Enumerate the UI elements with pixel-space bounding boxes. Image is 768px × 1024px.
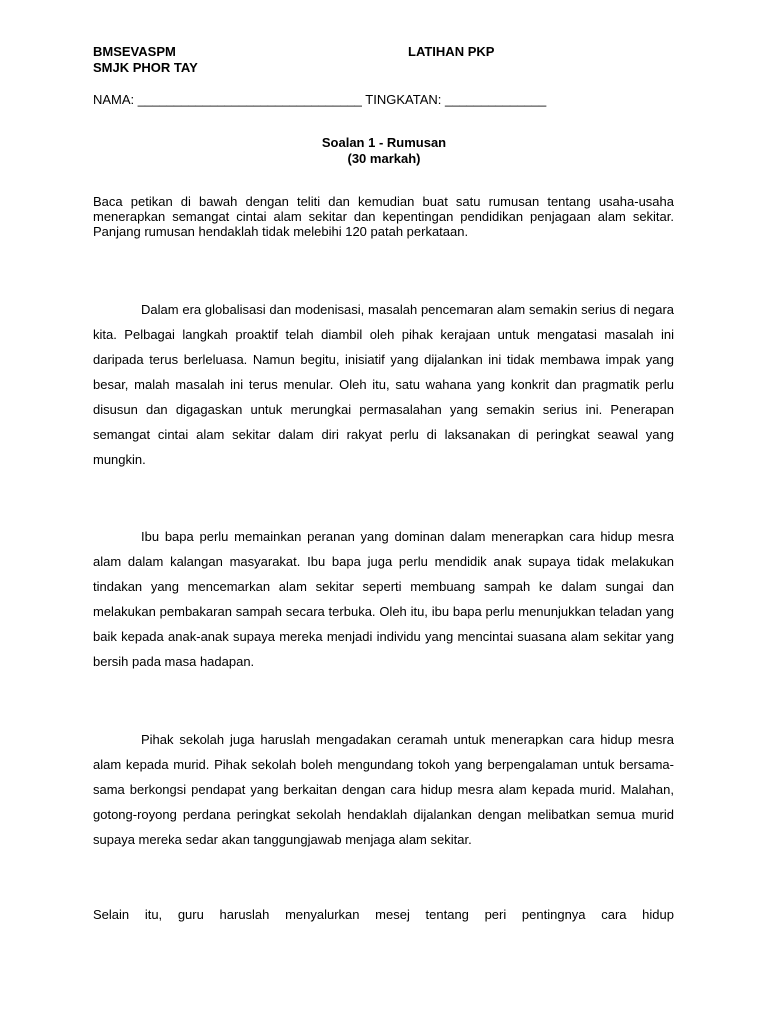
exercise-label: LATIHAN PKP: [408, 44, 495, 59]
question-marks: (30 markah): [347, 151, 421, 166]
passage-paragraph-4: Selain itu, guru haruslah menyalurkan mesej tentang peri pentingnya cara hidup: [93, 907, 674, 922]
passage-paragraph-2: Ibu bapa perlu memainkan peranan yang dominan dalam menerapkan cara hidup mesra alam dalam kalangan masyarakat. Ibu bapa juga perlu mendidik anak supaya tidak melakukan tindakan yang mencemarkan alam sekitar seperti membuang sampah ke dalam sungai dan melakukan pembakaran sampah secara terbuka. Oleh itu, ibu bapa perlu menunjukkan teladan yang baik kepada anak-anak supaya mereka menjadi individu yang mencintai suasana alam sekitar yang bersih pada masa hadapan.: [93, 529, 674, 669]
school-code: BMSEVASPM: [93, 44, 176, 59]
passage-paragraph-1: Dalam era globalisasi dan modenisasi, masalah pencemaran alam semakin serius di negara kita. Pelbagai langkah proaktif telah diambil oleh pihak kerajaan untuk mengatasi masalah ini daripada terus berleluasa. Namun begitu, inisiatif yang dijalankan ini tidak membawa impak yang besar, malah masalah ini terus menular. Oleh itu, satu wahana yang konkrit dan pragmatik perlu disusun dan digagaskan untuk merungkai permasalahan yang semakin serius ini. Penerapan semangat cintai alam sekitar dalam diri rakyat perlu di laksanakan di peringkat seawal yang mungkin.: [93, 302, 674, 467]
name-class-field: NAMA: _______________________________ TINGKATAN: ______________: [93, 92, 547, 107]
question-title: Soalan 1 - Rumusan: [321, 135, 447, 150]
passage-paragraph-3: Pihak sekolah juga haruslah mengadakan ceramah untuk menerapkan cara hidup mesra alam kepada murid. Pihak sekolah boleh mengundang tokoh yang berpengalaman untuk bersama-sama berkongsi pendapat yang berkaitan dengan cara hidup mesra alam kepada murid. Malahan, gotong-royong perdana peringkat sekolah hendaklah dijalankan dengan melibatkan semua murid supaya mereka sedar akan tanggungjawab menjaga alam sekitar.: [93, 732, 674, 847]
instruction-text: Baca petikan di bawah dengan teliti dan kemudian buat satu rumusan tentang usaha-usaha menerapkan semangat cintai alam sekitar dan kepentingan pendidikan penjagaan alam sekitar. Panjang rumusan hendaklah tidak melebihi 120 patah perkataan.: [93, 194, 674, 239]
school-name: SMJK PHOR TAY: [93, 60, 198, 75]
